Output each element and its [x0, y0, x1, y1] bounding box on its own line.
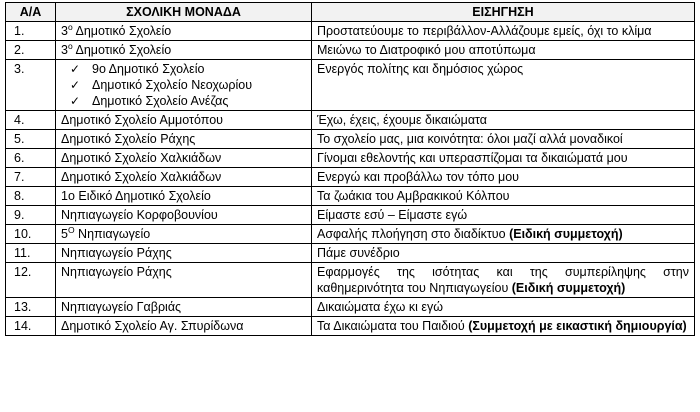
- school-cell: [56, 317, 312, 336]
- school-name: Νηπιαγωγείο: [74, 227, 151, 241]
- header-row: [6, 3, 695, 22]
- school-name: Δημοτικό Σχολείο Ράχης: [61, 132, 196, 146]
- school-cell: [56, 168, 312, 187]
- proposal-cell: [312, 317, 695, 336]
- table-row: [6, 317, 695, 336]
- proposal-cell: [312, 225, 695, 244]
- proposal-text: Το σχολείο μας, μια κοινότητα: όλοι μαζί αλλά μοναδικοί: [317, 132, 623, 146]
- header-school: ΣΧΟΛΙΚΗ ΜΟΝΑΔΑ: [56, 3, 312, 22]
- proposal-cell: [312, 22, 695, 41]
- school-name: Δημοτικό Σχολείο Αγ. Σπυρίδωνα: [61, 319, 244, 333]
- school-name: 1ο Ειδικό Δημοτικό Σχολείο: [61, 189, 211, 203]
- row-number: 5.: [6, 130, 56, 149]
- table-row: [6, 244, 695, 263]
- proposal-text: Ενεργώ και προβάλλω τον τόπο μου: [317, 170, 519, 184]
- row-number: 14.: [6, 317, 56, 336]
- proposal-text: Δικαιώματα έχω κι εγώ: [317, 300, 443, 314]
- school-cell: [56, 298, 312, 317]
- table-row: [6, 168, 695, 187]
- school-check-item: [70, 61, 306, 77]
- participation-note: (Ειδική συμμετοχή): [511, 281, 626, 295]
- checkmark-icon: ✓: [70, 78, 81, 92]
- school-name: Δημοτικό Σχολείο Χαλκιάδων: [61, 170, 222, 184]
- row-number: 7.: [6, 168, 56, 187]
- school-cell: [56, 225, 312, 244]
- table-row: [6, 298, 695, 317]
- table-row: [6, 206, 695, 225]
- proposal-cell: [312, 244, 695, 263]
- row-number: 12.: [6, 263, 56, 298]
- proposal-cell: [312, 206, 695, 225]
- row-number: 6.: [6, 149, 56, 168]
- row-number: 11.: [6, 244, 56, 263]
- school-name: Δημοτικό Σχολείο Αμμοτόπου: [61, 113, 223, 127]
- proposal-cell: [312, 187, 695, 206]
- school-name: Νηπιαγωγείο Γαβριάς: [61, 300, 182, 314]
- row-number: 2.: [6, 41, 56, 60]
- table-row: [6, 111, 695, 130]
- school-cell: [56, 60, 312, 111]
- school-name: Δημοτικό Σχολείο: [72, 43, 172, 57]
- table-row: [6, 41, 695, 60]
- school-ordinal-suffix: Ο: [67, 224, 75, 235]
- proposal-text: Ενεργός πολίτης και δημόσιος χώρος: [317, 62, 524, 76]
- school-cell: [56, 244, 312, 263]
- school-name: Δημοτικό Σχολείο Χαλκιάδων: [61, 151, 222, 165]
- proposal-cell: [312, 60, 695, 111]
- proposal-cell: [312, 168, 695, 187]
- proposal-text: Πάμε συνέδριο: [317, 246, 400, 260]
- school-check-item: [70, 93, 306, 109]
- school-ordinal-suffix: ο: [67, 21, 73, 32]
- proposal-text: Γίνομαι εθελοντής και υπερασπίζομαι τα δικαιώματά μου: [317, 151, 628, 165]
- checkmark-icon: ✓: [70, 62, 81, 76]
- school-ordinal: 5: [61, 227, 68, 241]
- school-cell: [56, 130, 312, 149]
- proposal-cell: [312, 111, 695, 130]
- table-row: [6, 187, 695, 206]
- participation-note: (Ειδική συμμετοχή): [509, 227, 623, 241]
- table-row: [6, 60, 695, 111]
- proposal-text: Είμαστε εσύ – Είμαστε εγώ: [317, 208, 468, 222]
- school-cell: [56, 187, 312, 206]
- school-cell: [56, 149, 312, 168]
- proposal-cell: [312, 298, 695, 317]
- school-name: Δημοτικό Σχολείο Ανέζας: [92, 94, 229, 108]
- proposal-text: Μειώνω το Διατροφικό μου αποτύπωμα: [317, 43, 536, 57]
- proposal-text: Ασφαλής πλοήγηση στο διαδίκτυο: [317, 227, 510, 241]
- school-cell: [56, 41, 312, 60]
- proposal-text: Εφαρμογές της ισότητας και της συμπερίληψης στην καθημερινότητα του Νηπιαγωγείου: [317, 265, 689, 295]
- proposal-cell: [312, 130, 695, 149]
- row-number: 10.: [6, 225, 56, 244]
- school-cell: [56, 111, 312, 130]
- proposal-text: Προστατεύουμε το περιβάλλον-Αλλάζουμε εμείς, όχι το κλίμα: [317, 24, 652, 38]
- row-number: 1.: [6, 22, 56, 41]
- row-number: 13.: [6, 298, 56, 317]
- school-ordinal: 3: [61, 43, 68, 57]
- header-proposal: ΕΙΣΗΓΗΣΗ: [312, 3, 695, 22]
- school-name: Δημοτικό Σχολείο Νεοχωρίου: [92, 78, 253, 92]
- table-row: [6, 263, 695, 298]
- proposal-text: Έχω, έχεις, έχουμε δικαιώματα: [317, 113, 488, 127]
- school-cell: [56, 206, 312, 225]
- proposal-cell: [312, 263, 695, 298]
- table-row: [6, 130, 695, 149]
- school-cell: [56, 22, 312, 41]
- header-aa: Α/Α: [6, 3, 56, 22]
- row-number: 4.: [6, 111, 56, 130]
- participation-note: (Συμμετοχή με εικαστική δημιουργία): [468, 319, 687, 333]
- schools-table: [5, 2, 695, 336]
- school-name: Νηπιαγωγείο Ράχης: [61, 265, 172, 279]
- school-check-item: [70, 77, 306, 93]
- school-ordinal: 3: [61, 24, 68, 38]
- proposal-cell: [312, 149, 695, 168]
- proposal-text: Τα ζωάκια του Αμβρακικού Κόλπου: [317, 189, 510, 203]
- school-name: Νηπιαγωγείο Ράχης: [61, 246, 172, 260]
- school-name: Δημοτικό Σχολείο: [72, 24, 172, 38]
- school-ordinal-suffix: ο: [67, 40, 73, 51]
- table-row: [6, 225, 695, 244]
- school-cell: [56, 263, 312, 298]
- row-number: 9.: [6, 206, 56, 225]
- table-body: [6, 22, 695, 336]
- table-row: [6, 22, 695, 41]
- row-number: 3.: [6, 60, 56, 111]
- checkmark-icon: ✓: [70, 94, 81, 108]
- row-number: 8.: [6, 187, 56, 206]
- school-name: 9ο Δημοτικό Σχολείο: [92, 62, 205, 76]
- table-row: [6, 149, 695, 168]
- proposal-text: Τα Δικαιώματα του Παιδιού: [317, 319, 469, 333]
- proposal-cell: [312, 41, 695, 60]
- school-name: Νηπιαγωγείο Κορφοβουνίου: [61, 208, 218, 222]
